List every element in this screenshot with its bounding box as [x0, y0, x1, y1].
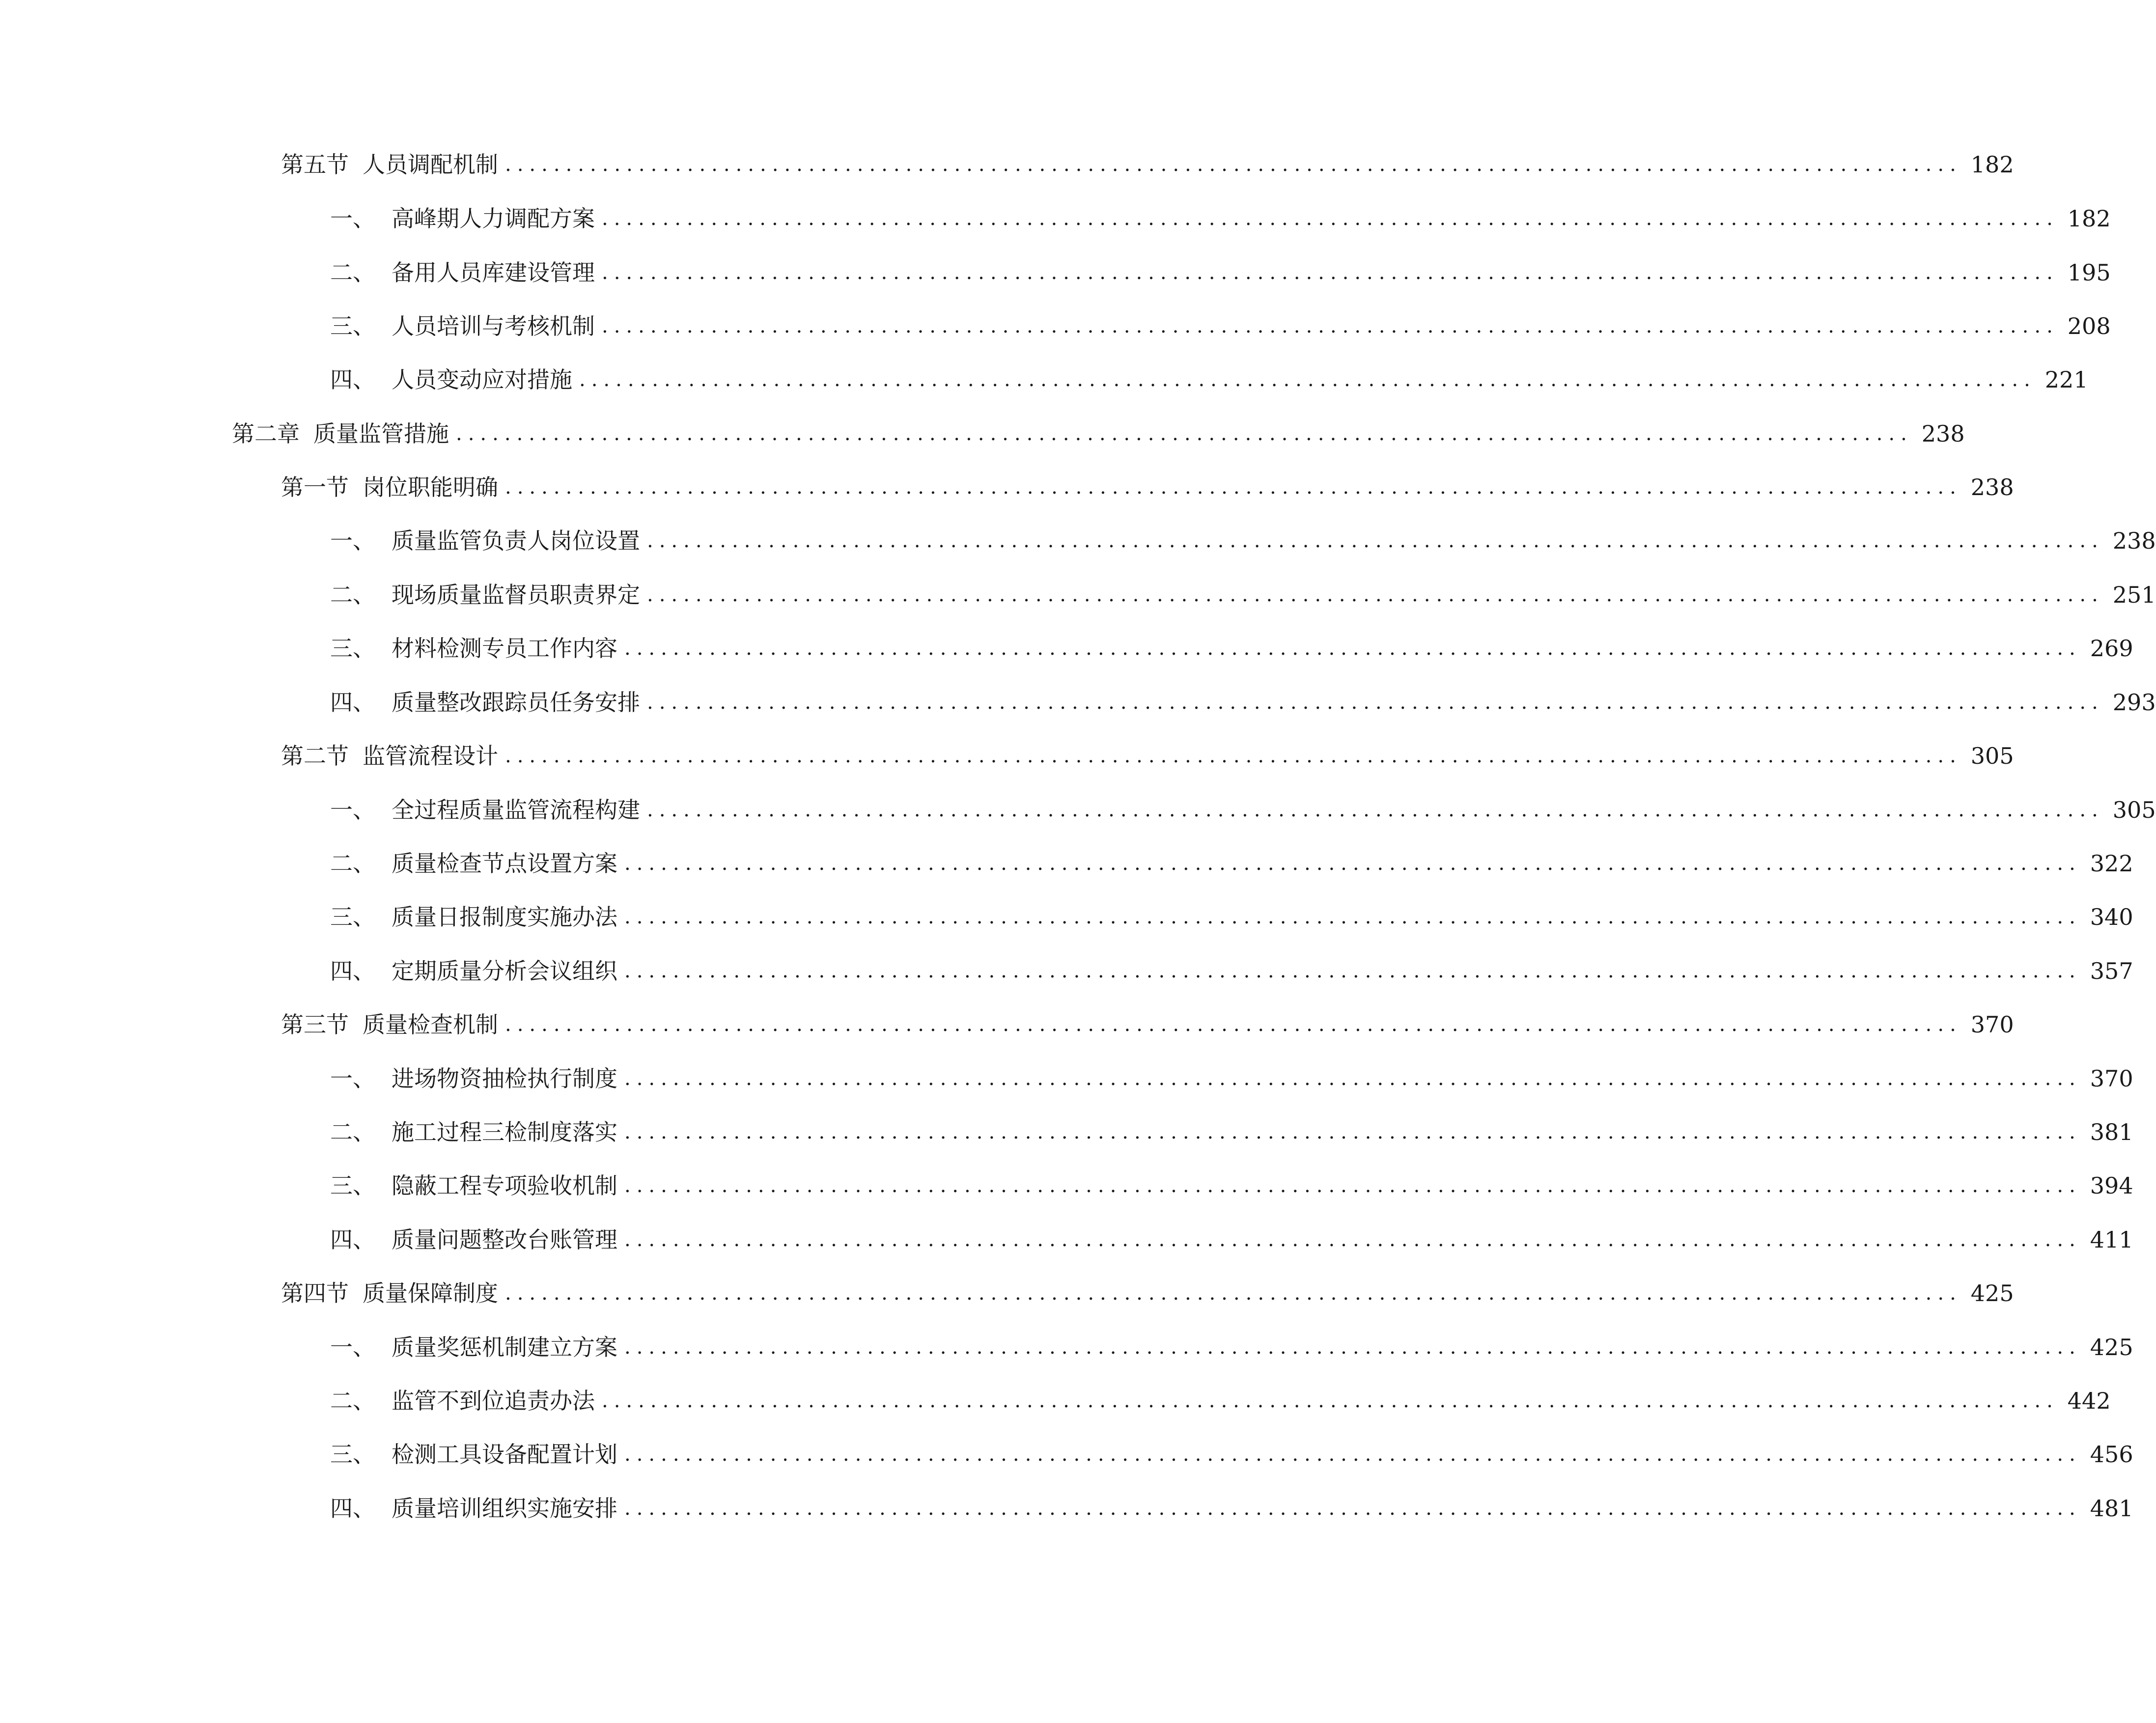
toc-entry-title: 备用人员库建设管理: [392, 259, 595, 286]
toc-page-number: 238: [2112, 528, 2156, 554]
toc-row[interactable]: [281, 145, 2014, 184]
toc-row[interactable]: [330, 521, 2156, 560]
toc-entry-number: 三、: [330, 904, 375, 930]
toc-row[interactable]: [330, 629, 2133, 668]
toc-page-number: 208: [2067, 313, 2111, 339]
toc-page-number: 238: [1921, 420, 1965, 447]
toc-dot-leader: ........................................................................................................................: [624, 1497, 2081, 1520]
toc-page-number: 221: [2044, 366, 2088, 393]
toc-entry-number: 第二节: [281, 743, 349, 769]
toc-entry-number: 四、: [330, 1495, 375, 1522]
toc-entry-title: 质量日报制度实施办法: [392, 904, 617, 930]
toc-entry-title: 人员培训与考核机制: [392, 313, 595, 339]
toc-entry-title: 质量监管措施: [313, 420, 449, 447]
toc-entry-number: 一、: [330, 205, 375, 232]
toc-entry-number: 三、: [330, 635, 375, 662]
toc-dot-leader: ........................................................................................................................: [505, 1013, 1962, 1036]
toc-entry-number: 第四节: [281, 1280, 349, 1306]
toc-entry-number: 四、: [330, 958, 375, 984]
toc-row[interactable]: [330, 1489, 2133, 1528]
toc-entry-title: 现场质量监督员职责界定: [392, 582, 640, 608]
toc-entry-title: 人员变动应对措施: [392, 366, 572, 393]
toc-entry-number: 三、: [330, 1172, 375, 1199]
toc-dot-leader: ........................................................................................................................: [624, 906, 2081, 928]
toc-dot-leader: ........................................................................................................................: [624, 1067, 2081, 1090]
toc-dot-leader: ........................................................................................................................: [456, 422, 1913, 445]
toc-page-number: 182: [1970, 151, 2014, 178]
toc-row[interactable]: [330, 199, 2111, 238]
toc-row[interactable]: [330, 306, 2111, 346]
toc-dot-leader: ........................................................................................................................: [624, 960, 2081, 982]
toc-dot-leader: ........................................................................................................................: [624, 1443, 2081, 1466]
toc-entry-title: 人员调配机制: [363, 151, 498, 178]
toc-entry-title: 施工过程三检制度落实: [392, 1119, 617, 1145]
toc-entry-title: 质量奖惩机制建立方案: [392, 1334, 617, 1361]
toc-entry-title: 监管不到位追责办法: [392, 1388, 595, 1414]
toc-row[interactable]: [330, 1435, 2133, 1474]
toc-entry-number: 二、: [330, 1388, 375, 1414]
toc-page-number: 238: [1970, 474, 2014, 500]
toc-row[interactable]: [330, 575, 2156, 614]
toc-dot-leader: ........................................................................................................................: [579, 368, 2036, 391]
toc-dot-leader: ........................................................................................................................: [602, 1390, 2059, 1412]
toc-entry-number: 第一节: [281, 474, 349, 500]
toc-entry-number: 三、: [330, 313, 375, 339]
toc-entry-number: 一、: [330, 797, 375, 823]
toc-page-number: 195: [2067, 259, 2111, 286]
toc-dot-leader: ........................................................................................................................: [624, 1174, 2081, 1197]
toc-dot-leader: ........................................................................................................................: [602, 315, 2059, 337]
toc-dot-leader: ........................................................................................................................: [602, 207, 2059, 230]
toc-dot-leader: ........................................................................................................................: [602, 261, 2059, 284]
toc-entry-number: 二、: [330, 1119, 375, 1145]
toc-dot-leader: ........................................................................................................................: [505, 1282, 1962, 1305]
toc-row[interactable]: [330, 897, 2133, 937]
toc-row[interactable]: [330, 1112, 2133, 1152]
toc-entry-number: 第五节: [281, 151, 349, 178]
toc-dot-leader: ........................................................................................................................: [505, 745, 1962, 767]
toc-page-number: 322: [2090, 850, 2133, 877]
toc-dot-leader: ........................................................................................................................: [624, 637, 2081, 660]
toc-page-number: 305: [2112, 797, 2156, 823]
toc-entry-number: 四、: [330, 689, 375, 716]
toc-row[interactable]: [330, 844, 2133, 883]
toc-dot-leader: ........................................................................................................................: [624, 1121, 2081, 1143]
toc-entry-title: 全过程质量监管流程构建: [392, 797, 640, 823]
toc-dot-leader: ........................................................................................................................: [505, 476, 1962, 499]
toc-entry-title: 岗位职能明确: [363, 474, 498, 500]
toc-page-number: 340: [2090, 904, 2133, 930]
toc-entry-title: 高峰期人力调配方案: [392, 205, 595, 232]
toc-row[interactable]: [330, 1381, 2111, 1420]
toc-page-number: 370: [2090, 1065, 2133, 1092]
toc-entry-number: 二、: [330, 850, 375, 877]
toc-dot-leader: ........................................................................................................................: [647, 529, 2104, 552]
toc-entry-title: 质量监管负责人岗位设置: [392, 528, 640, 554]
toc-page-number: 305: [1970, 743, 2014, 769]
toc-dot-leader: ........................................................................................................................: [624, 1228, 2081, 1251]
toc-row[interactable]: [330, 1166, 2133, 1205]
toc-dot-leader: ........................................................................................................................: [647, 584, 2104, 606]
toc-entry-title: 检测工具设备配置计划: [392, 1441, 617, 1468]
toc-row[interactable]: [281, 1005, 2014, 1044]
toc-entry-title: 质量问题整改台账管理: [392, 1226, 617, 1253]
toc-page-number: 370: [1970, 1011, 2014, 1038]
toc-page-number: 411: [2090, 1226, 2133, 1253]
toc-entry-number: 四、: [330, 366, 375, 393]
toc-entry-number: 第三节: [281, 1011, 349, 1038]
toc-page-number: 182: [2067, 205, 2111, 232]
toc-entry-title: 隐蔽工程专项验收机制: [392, 1172, 617, 1199]
toc-entry-title: 质量整改跟踪员任务安排: [392, 689, 640, 716]
toc-entry-title: 材料检测专员工作内容: [392, 635, 617, 662]
toc-page-number: 251: [2112, 582, 2156, 608]
toc-row[interactable]: [281, 468, 2014, 507]
toc-page-number: 394: [2090, 1172, 2133, 1199]
toc-page-number: 269: [2090, 635, 2133, 662]
toc-page-number: 456: [2090, 1441, 2133, 1468]
toc-entry-title: 质量检查节点设置方案: [392, 850, 617, 877]
toc-entry-title: 质量培训组织实施安排: [392, 1495, 617, 1522]
toc-entry-number: 二、: [330, 259, 375, 286]
toc-entry-number: 第二章: [232, 420, 300, 447]
toc-dot-leader: ........................................................................................................................: [624, 1336, 2081, 1359]
toc-row[interactable]: [232, 414, 1965, 453]
toc-row[interactable]: [330, 1220, 2133, 1259]
toc-row[interactable]: [330, 1328, 2133, 1367]
toc-entry-number: 一、: [330, 1334, 375, 1361]
toc-dot-leader: ........................................................................................................................: [505, 153, 1962, 176]
toc-entry-number: 四、: [330, 1226, 375, 1253]
toc-entry-title: 定期质量分析会议组织: [392, 958, 617, 984]
toc-dot-leader: ........................................................................................................................: [647, 691, 2104, 714]
toc-entry-number: 三、: [330, 1441, 375, 1468]
toc-entry-title: 质量保障制度: [363, 1280, 498, 1306]
toc-page-number: 481: [2090, 1495, 2133, 1522]
toc-row[interactable]: [330, 790, 2156, 830]
toc-row[interactable]: [281, 736, 2014, 776]
toc-row[interactable]: [281, 1274, 2014, 1313]
toc-entry-number: 二、: [330, 582, 375, 608]
toc-entry-number: 一、: [330, 1065, 375, 1092]
toc-entry-title: 质量检查机制: [363, 1011, 498, 1038]
toc-row[interactable]: [330, 253, 2111, 292]
toc-entry-number: 一、: [330, 528, 375, 554]
toc-page-number: 425: [2090, 1334, 2133, 1361]
toc-row[interactable]: [330, 683, 2156, 722]
toc-entry-title: 进场物资抽检执行制度: [392, 1065, 617, 1092]
toc-page-number: 357: [2090, 958, 2133, 984]
toc-row[interactable]: [330, 360, 2088, 399]
toc-page-number: 381: [2090, 1119, 2133, 1145]
toc-dot-leader: ........................................................................................................................: [647, 799, 2104, 821]
toc-row[interactable]: [330, 951, 2133, 991]
toc-row[interactable]: [330, 1059, 2133, 1098]
toc-entry-title: 监管流程设计: [363, 743, 498, 769]
toc-page-number: 293: [2112, 689, 2156, 716]
toc-page-number: 442: [2067, 1388, 2111, 1414]
toc-page-number: 425: [1970, 1280, 2014, 1306]
toc-dot-leader: ........................................................................................................................: [624, 852, 2081, 875]
